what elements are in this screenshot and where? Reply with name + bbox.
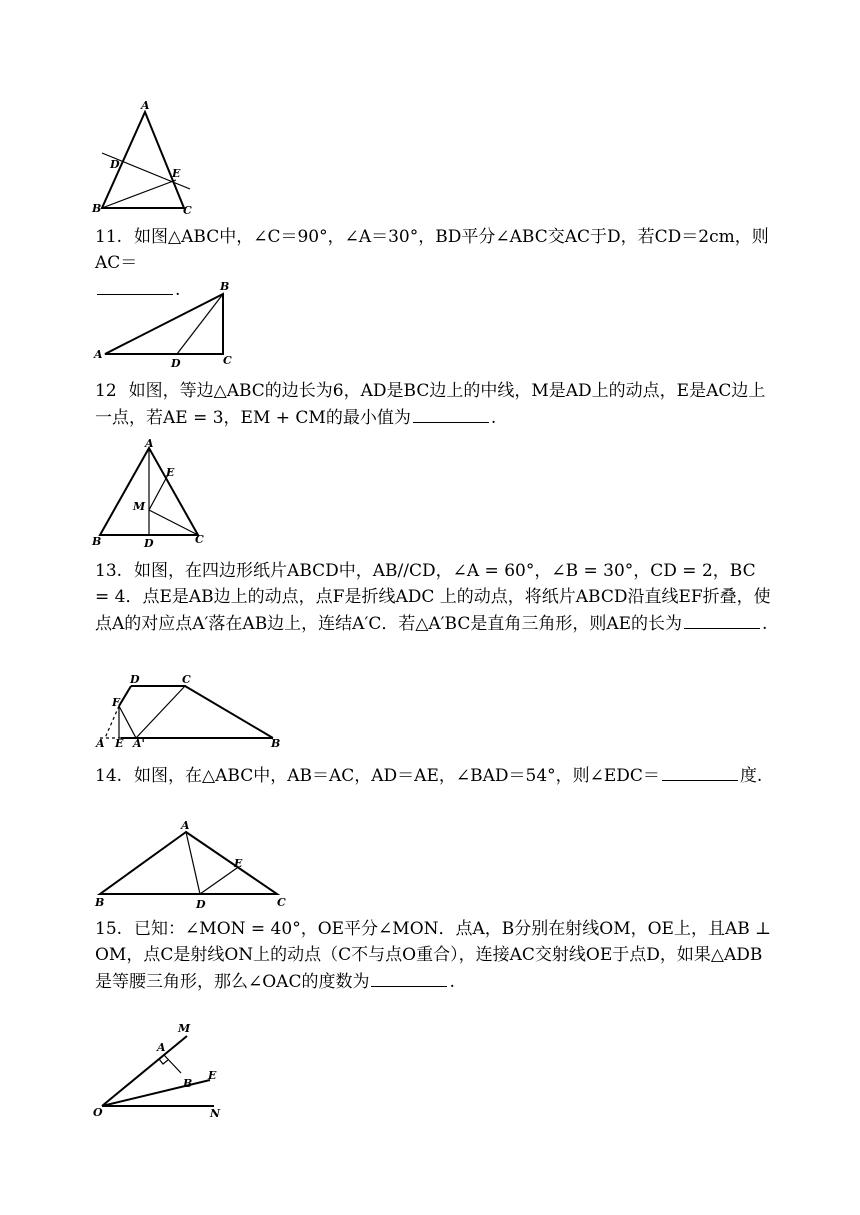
question-number: 14. — [95, 766, 123, 786]
label-E: E — [115, 737, 124, 750]
question-number: 12 — [95, 381, 117, 401]
question-text: 如图△ABC中，∠C＝90°，∠A＝30°，BD平分∠ABC交AC于D，若CD＝2cm，则AC＝ — [95, 227, 769, 273]
label-F: F — [112, 696, 120, 709]
question-15 — [95, 916, 775, 995]
question-13 — [95, 558, 775, 637]
figure-q12 — [88, 438, 218, 550]
figure-q10 — [90, 98, 210, 218]
label-D: D — [171, 357, 181, 370]
question-tail: 度. — [739, 766, 763, 786]
question-text: 如图，等边△ABC的边长为6，AD是BC边上的中线，M是AD上的动点，E是AC边上一点，若AE = 3，EM + CM的最小值为 — [95, 381, 766, 428]
question-text: 如图，在四边形纸片ABCD中，AB//CD，∠A = 60°，∠B = 30°，CD = 2，BC = 4．点E是AB边上的动点，点F是折线ADC 上的动点，将纸片ABCD沿直线EF折叠，使点A的对应点A′落在AB边上，连结A′C．若△A′BC是直角三角形，则AE的长为 — [95, 561, 771, 634]
question-14 — [95, 762, 775, 789]
question-tail: . — [490, 408, 497, 428]
label-A: A — [157, 1041, 166, 1054]
label-A-prime: A' — [133, 737, 145, 750]
answer-blank[interactable] — [684, 610, 760, 629]
figure-q11 — [90, 278, 250, 370]
question-12 — [95, 378, 775, 431]
question-number: 13. — [95, 561, 123, 581]
label-A: A — [96, 737, 105, 750]
label-C: C — [195, 533, 204, 546]
answer-blank[interactable] — [413, 404, 489, 423]
question-text: 已知：∠MON = 40°，OE平分∠MON．点A，B分别在射线OM，OE上，且AB ⊥ OM，点C是射线ON上的动点（C不与点O重合），连接AC交射线OE于点D，如果△ADB是等腰三角形，那么∠OAC的度数为 — [95, 919, 772, 992]
label-C: C — [183, 204, 192, 217]
label-N: N — [210, 1107, 221, 1120]
question-tail: . — [175, 280, 181, 300]
label-C: C — [277, 896, 286, 909]
label-D: D — [110, 158, 120, 171]
label-B: B — [92, 535, 102, 548]
label-B: B — [220, 280, 230, 293]
label-B: B — [92, 202, 102, 215]
label-E: E — [234, 857, 243, 870]
label-A: A — [145, 437, 154, 450]
question-number: 11. — [95, 227, 123, 247]
label-B: B — [183, 1077, 193, 1090]
answer-blank[interactable] — [371, 968, 447, 987]
label-B: B — [271, 737, 281, 750]
label-D: D — [196, 898, 206, 911]
answer-blank[interactable] — [662, 762, 738, 781]
label-O: O — [93, 1106, 103, 1119]
question-tail: . — [762, 614, 768, 634]
question-number: 15. — [95, 919, 123, 939]
label-M: M — [133, 500, 146, 513]
label-B: B — [95, 896, 105, 909]
figure-q15 — [90, 1016, 240, 1126]
figure-q13 — [90, 672, 290, 752]
label-C: C — [223, 354, 232, 367]
label-A: A — [141, 99, 150, 112]
label-A: A — [94, 348, 103, 361]
question-text: 如图，在△ABC中，AB＝AC，AD＝AE，∠BAD＝54°，则∠EDC＝ — [134, 766, 660, 786]
figure-q14 — [90, 820, 300, 912]
label-E: E — [166, 466, 175, 479]
question-tail: . — [449, 972, 455, 992]
label-E: E — [172, 167, 181, 180]
label-A: A — [181, 819, 190, 832]
label-M: M — [178, 1022, 191, 1035]
label-D: D — [130, 673, 140, 686]
label-E: E — [208, 1069, 217, 1082]
label-D: D — [144, 537, 154, 550]
label-C: C — [182, 673, 191, 686]
